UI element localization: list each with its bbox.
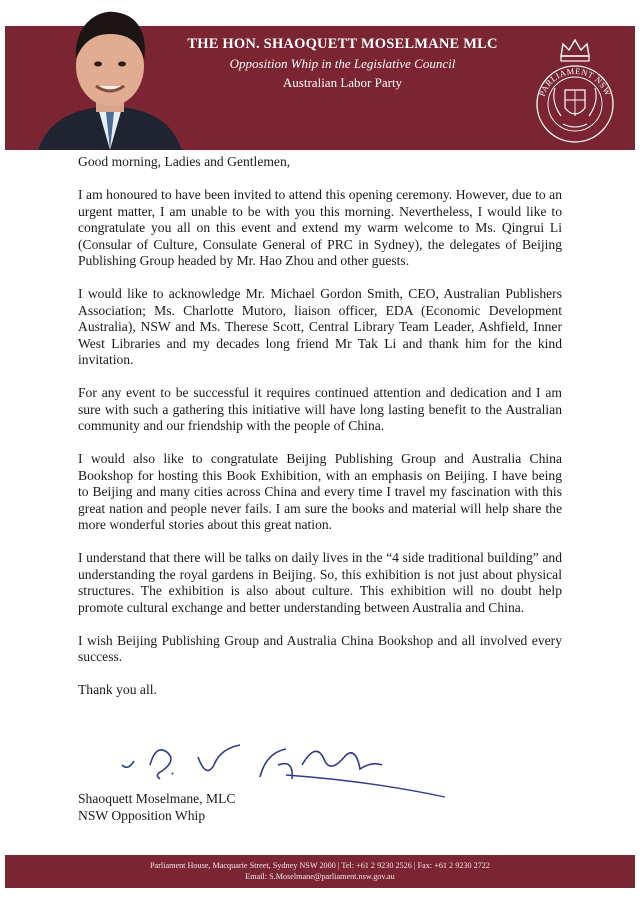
signatory-name: Shaoquett Moselmane, MLC — [78, 791, 236, 806]
seal-text: PARLIAMENT NSW — [536, 65, 614, 98]
signatory-title: NSW Opposition Whip — [78, 808, 206, 823]
letter-body — [78, 150, 562, 699]
signature-block — [78, 790, 235, 824]
letterhead-footer — [5, 855, 635, 888]
letter-closing: Thank you all. — [78, 682, 157, 697]
footer-email: Email: S.Moselmane@parliament.nsw.gov.au — [245, 872, 395, 881]
parliament-nsw-seal-icon — [533, 36, 617, 146]
member-party: Australian Labor Party — [282, 75, 403, 90]
letter-paragraph: I understand that there will be talks on daily lives in the “4 side traditional building” and understanding the royal gardens in Beijing. So, this exhibition is not just about physical structures. The exhibition is also about culture. This exhibition will no doubt help promote cultural exchange and better understanding between Australia and China. — [78, 550, 562, 615]
letter-paragraph: I would like to acknowledge Mr. Michael Gordon Smith, CEO, Australian Publishers Association; Ms. Charlotte Mutoro, liaison officer, EDA (Economic Development Australia), NSW and Ms. Therese Scott, Central Library Team Leader, Ashfield, Inner West Libraries and my decades long friend Mr Tak Li and thank him for the kind invitation. — [78, 286, 562, 367]
letter-paragraph: I would also like to congratulate Beijing Publishing Group and Australia China Bookshop for hosting this Book Exhibition, with an emphasis on Beijing. I have being to Beijing and many cities across China and every time I travel my fascination with this great nation and people never fails. I am sure the books and material will help share the more wonderful stories about this great nation. — [78, 451, 562, 532]
letter-paragraph: I wish Beijing Publishing Group and Australia China Bookshop and all involved every success. — [78, 632, 562, 664]
letter-paragraph: For any event to be successful it requires continued attention and dedication and I am sure with such a gathering this initiative will have long lasting benefit to the Australian community and our friendship with the people of China. — [78, 385, 562, 433]
member-name: THE HON. SHAOQUETT MOSELMANE MLC — [187, 36, 498, 52]
footer-address: Parliament House, Macquarie Street, Sydney NSW 2000 | Tel: +61 2 9230 2526 | Fax: +61 2 9230 2722 — [149, 861, 490, 870]
member-role: Opposition Whip in the Legislative Council — [229, 56, 456, 71]
letter-greeting: Good morning, Ladies and Gentlemen, — [78, 154, 291, 169]
letter-paragraph: I am honoured to have been invited to attend this opening ceremony. However, due to an urgent matter, I am unable to be with you this morning. Nevertheless, I would like to congratulate you all on this event and extend my warm welcome to Ms. Qingrui Li (Consular of Culture, Consulate General of PRC in Sydney), the delegates of Beijing Publishing Group headed by Mr. Hao Zhou and other guests. — [78, 187, 562, 268]
letterhead-text — [175, 36, 510, 91]
